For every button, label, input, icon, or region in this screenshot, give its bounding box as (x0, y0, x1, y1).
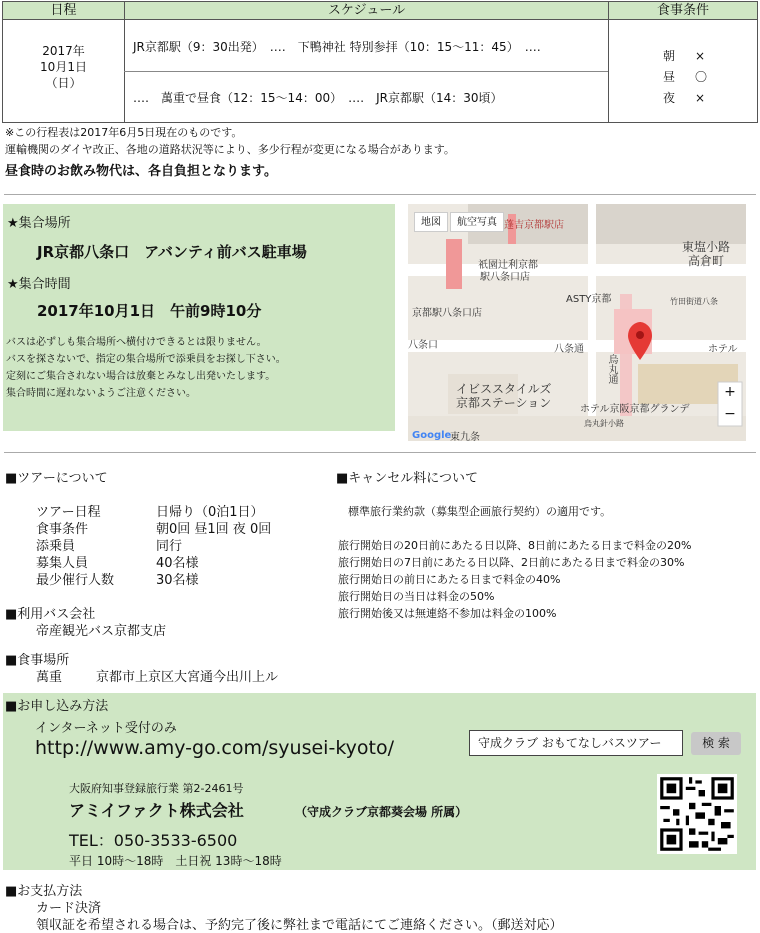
cancel-intro: 標準旅行業約款（募集型企画旅行契約）の適用です。 (348, 505, 612, 518)
notice-drinks: 昼食時のお飲み物代は、各自負担となります。 (5, 164, 277, 179)
bus-heading: ■利用バス会社 (5, 607, 96, 622)
meal-dinner: 夜 × (663, 91, 706, 105)
apply-tel: TEL：050-3533-6500 (69, 831, 238, 850)
map-type-satellite-button[interactable]: 航空写真 (450, 212, 504, 232)
lunch-address: 京都市上京区大宮通今出川上ル (96, 670, 279, 685)
tour-key-minimum: 最少催行人数 (36, 573, 115, 588)
meal-breakfast: 朝 × (663, 49, 706, 63)
cancel-heading: ■キャンセル料について (336, 471, 479, 486)
meeting-place-label: ★集合場所 (7, 216, 71, 231)
note-change: 運輸機関のダイヤ改正、各地の道路状況等により、多少行程が変更になる場合があります。 (5, 143, 455, 156)
meeting-info (3, 204, 395, 431)
apply-company-note: （守成クラブ京都葵会場 所属） (295, 805, 468, 819)
tour-value-schedule: 日帰り（0泊1日） (156, 505, 264, 520)
map-label-hachijo-dori: 八条通 (554, 344, 584, 355)
apply-url-link[interactable]: http://www.amy-go.com/syusei-kyoto/ (35, 737, 394, 759)
tour-key-schedule: ツアー日程 (36, 505, 101, 520)
note-date: ※この行程表は2017年6月5日現在のものです。 (5, 126, 243, 139)
schedule-table (2, 1, 758, 123)
map-label-karasuma-harikoji: 烏丸針小路 (584, 419, 624, 428)
meeting-note-1: バスは必ずしも集合場所へ横付けできるとは限りません。 (6, 337, 267, 348)
map-label-higashishiokoji: 東塩小路 (682, 240, 731, 254)
header-date: 日程 (3, 2, 124, 20)
date-cell: 2017年 10月1日 （日） (40, 44, 87, 90)
meeting-note-4: 集合時間に遅れないようご注意ください。 (6, 388, 196, 399)
cancel-line-2: 旅行開始日の7日前にあたる日以降、2日前にあたる日まで料金の30% (338, 556, 685, 569)
map-label-takeda-kaido: 竹田街道八条 (670, 297, 718, 306)
meeting-note-2: バスを探さないで、指定の集合場所で添乗員をお探し下さい。 (6, 354, 286, 365)
tour-key-conductor: 添乗員 (36, 539, 76, 554)
map-zoom-in-button[interactable]: + (724, 384, 736, 400)
meeting-place: JR京都八条口 アバンティ前バス駐車場 (37, 243, 307, 261)
meal-lunch: 昼 〇 (663, 70, 708, 84)
tour-value-meals: 朝0回 昼1回 夜 0回 (156, 522, 272, 537)
map-label-keihan-grande: ホテル京阪京都グランデ (580, 404, 690, 415)
apply-heading: ■お申し込み方法 (5, 699, 109, 714)
meal-conditions (663, 46, 727, 109)
meeting-note-3: 定刻にご集合されない場合は放棄とみなし出発いたします。 (6, 371, 276, 382)
map-label-hachijoguchi: 八条口 (408, 340, 438, 351)
tour-value-capacity: 40名様 (156, 556, 199, 571)
meeting-time: 2017年10月1日 午前9時10分 (37, 302, 262, 320)
cancel-line-5: 旅行開始後又は無連絡不参加は料金の100% (338, 607, 557, 620)
map-label-gion-tsujiri: 祇園辻利京都 (478, 260, 538, 271)
bus-company: 帝産観光バス京都支店 (36, 624, 167, 639)
map-google-logo: Google (412, 430, 452, 441)
lunch-restaurant: 萬重 (36, 670, 63, 685)
map-label-takakuracho: 高倉町 (688, 254, 725, 268)
qr-code (657, 774, 737, 854)
map-label-ibis: イビススタイルズ (456, 382, 552, 396)
map-label-hachijo-store: 駅八条口店 (480, 272, 530, 283)
tour-key-capacity: 募集人員 (36, 556, 89, 571)
lunch-heading: ■食事場所 (5, 653, 70, 668)
search-button[interactable]: 検 索 (691, 732, 741, 755)
apply-internet: インターネット受付のみ (35, 721, 177, 736)
schedule-row-1: JR京都駅（9：30出発） ‥‥ 下鴨神社 特別参拝（10：15〜11：45） ‥‥ (133, 40, 541, 54)
header-meals: 食事条件 (609, 2, 757, 20)
map-label-ibis-station: 京都ステーション (456, 396, 552, 410)
search-input[interactable]: 守成クラブ おもてなしバスツアー (469, 730, 683, 756)
map-label-hachijoguchi-shop: 京都駅八条口店 (412, 308, 482, 319)
payment-heading: ■お支払方法 (5, 884, 83, 899)
meeting-time-label: ★集合時間 (7, 277, 71, 292)
apply-section (3, 693, 756, 870)
schedule-row-2: ‥‥ 萬重で昼食（12：15〜14：00） ‥‥ JR京都駅（14：30頃） (133, 91, 503, 105)
map[interactable] (408, 204, 746, 441)
tour-value-conductor: 同行 (156, 539, 183, 554)
map-zoom-out-button[interactable]: − (724, 406, 736, 422)
cancel-line-3: 旅行開始日の前日にあたる日まで料金の40% (338, 573, 561, 586)
tour-value-minimum: 30名様 (156, 573, 199, 588)
apply-company: アミイファクト株式会社 (69, 801, 244, 820)
header-schedule: スケジュール (125, 2, 608, 20)
map-type-map-button[interactable]: 地図 (414, 212, 448, 232)
cancel-line-4: 旅行開始日の当日は料金の50% (338, 590, 495, 603)
payment-receipt-note: 領収証を希望される場合は、予約完了後に弊社まで電話にてご連絡ください。（郵送対応） (36, 918, 563, 933)
tour-key-meals: 食事条件 (36, 522, 89, 537)
payment-method: カード決済 (36, 901, 102, 916)
tour-heading: ■ツアーについて (5, 471, 108, 486)
cancel-line-1: 旅行開始日の20日前にあたる日以降、8日前にあたる日まで料金の20% (338, 539, 692, 552)
map-label-karasuma: 烏丸通 (606, 354, 617, 384)
map-label-higashikujo: 東九条 (450, 432, 480, 441)
map-label-hotel: ホテル (708, 344, 738, 355)
apply-hours: 平日 10時〜18時 土日祝 13時〜18時 (69, 854, 282, 868)
map-label-hachijoguchi-store: 蓬吉京都駅店 (504, 220, 564, 231)
map-label-asty: ASTY京都 (566, 294, 612, 305)
apply-license: 大阪府知事登録旅行業 第2-2461号 (69, 782, 244, 795)
